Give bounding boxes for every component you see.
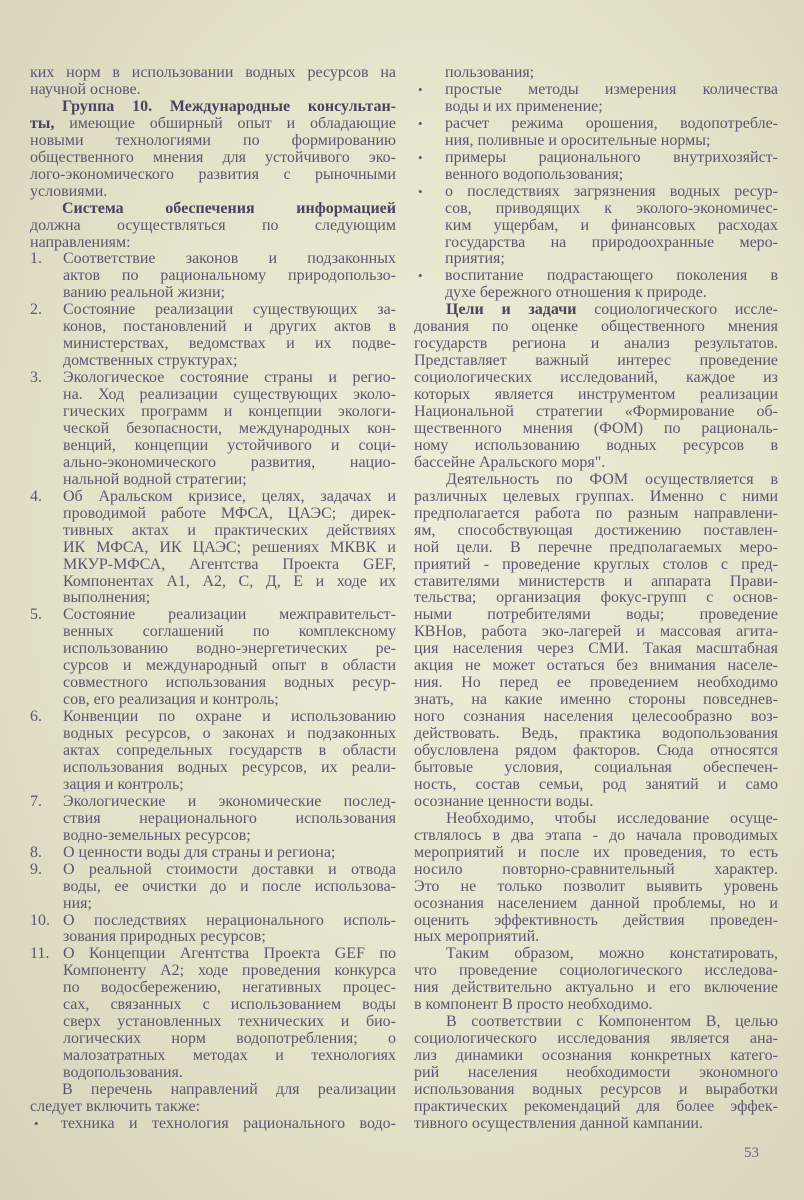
line-text: научной основе.	[30, 80, 141, 98]
text-line	[414, 217, 778, 234]
line-text: предполагается работа по разным направлени-	[414, 504, 778, 522]
line-text: использованию водно-энергетических ре-	[63, 640, 396, 658]
text-line	[30, 403, 396, 420]
text-line	[30, 200, 396, 217]
line-text: приятия;	[445, 250, 505, 268]
line-text: ИК МФСА, ИК ЦАЭС; решениях МКВК и	[63, 538, 396, 556]
text-line	[414, 132, 778, 149]
line-text: социологического исследования является ана-	[414, 1030, 778, 1048]
text-line	[30, 827, 396, 844]
text-line	[414, 878, 778, 895]
line-text: различных целевых группах. Именно с ними	[414, 487, 778, 505]
bullet-icon: •	[34, 1115, 39, 1131]
list-number: 4.	[30, 487, 42, 505]
text-line	[414, 589, 778, 606]
line-text: лого-экономического развития с рыночными	[30, 165, 396, 183]
line-text: выполнения;	[63, 589, 151, 607]
line-text: использования водных ресурсов и выработки	[414, 1081, 778, 1098]
list-number: 3.	[30, 369, 42, 387]
line-text: оценить эффективность действия проведен-	[414, 911, 778, 929]
line-text: о последствиях загрязнения водных ресур-	[445, 182, 778, 200]
text-line	[414, 335, 778, 352]
text-line	[414, 471, 778, 488]
line-text: обусловлена рядом факторов. Сюда относятся	[414, 742, 778, 759]
line-text: ного сознания населения целесообразно воз-	[414, 708, 778, 726]
line-text: бытовые условия, социальная обеспечен-	[414, 758, 778, 776]
text-line	[414, 420, 778, 437]
line-text: О ценности воды для страны и региона;	[63, 843, 336, 861]
list-number: 6.	[30, 708, 42, 726]
line-text: малозатратных методах и технологиях	[63, 1047, 396, 1065]
text-line	[30, 369, 396, 386]
line-text: гических программ и концепции экологи-	[63, 403, 396, 420]
line-text: на. Ход реализации существующих эколо-	[63, 386, 396, 404]
line-text: тивных актах и практических действиях	[63, 521, 396, 539]
line-text: Национальной стратегии «Формирование об-	[414, 403, 778, 420]
text-line	[30, 657, 396, 674]
line-text: Об Аральском кризисе, целях, задачах и	[63, 487, 396, 505]
line-text: водно-земельных ресурсов;	[63, 826, 251, 844]
line-text: домственных структурах;	[63, 352, 238, 370]
text-line	[30, 64, 396, 81]
line-text: щественного мнения (ФОМ) по рациональ-	[414, 419, 778, 437]
line-text: ставителями министерств и аппарата Прави-	[414, 572, 778, 590]
text-line	[30, 454, 396, 471]
text-line	[414, 556, 778, 573]
text-line	[414, 318, 778, 335]
text-line	[414, 352, 778, 369]
text-line	[414, 183, 778, 200]
line-text: мероприятий и после их проведения, то есть	[414, 843, 778, 861]
bullet-icon: •	[418, 81, 423, 97]
text-line	[30, 149, 396, 166]
line-text: ными потребителями воды; проведение	[414, 606, 778, 624]
text-line	[414, 454, 778, 471]
line-text: которых является инструментом реализации	[414, 386, 778, 404]
line-text: зация и контроль;	[63, 775, 184, 793]
text-line	[414, 573, 778, 590]
line-text: новыми технологиями по формированию	[30, 131, 396, 149]
text-line	[30, 420, 396, 437]
text-line	[30, 250, 396, 267]
line-text: пользования;	[445, 64, 535, 81]
line-text: Представляет важный интерес проведение	[414, 352, 778, 370]
line-text: венций, концепции устойчивого и соци-	[63, 436, 396, 454]
text-line	[414, 657, 778, 674]
text-line	[30, 928, 396, 945]
text-line	[414, 301, 778, 318]
text-line	[414, 1030, 778, 1047]
text-line	[30, 437, 396, 454]
text-line	[414, 725, 778, 742]
text-line	[414, 234, 778, 251]
line-text: МКУР-МФСА, Агентства Проекта GEF,	[63, 555, 396, 573]
line-text: осознание ценности воды.	[414, 792, 594, 810]
text-line	[30, 1013, 396, 1030]
line-text: приятий - проведение круглых столов с пред-	[414, 555, 778, 573]
text-line	[414, 369, 778, 386]
line-text: ных мероприятий.	[414, 928, 540, 946]
text-line	[30, 301, 396, 318]
line-text: совместного использования водных ресур-	[63, 674, 396, 692]
text-line	[414, 98, 778, 115]
line-text: Необходимо, чтобы исследование осуще-	[446, 809, 778, 827]
text-line	[414, 691, 778, 708]
line-text: Компоненту А2; ходе проведения конкурса	[63, 962, 396, 980]
line-text: Состояние реализации существующих за-	[63, 301, 396, 319]
text-line	[30, 1030, 396, 1047]
line-text: лиз динамики осознания конкретных катего-	[414, 1047, 778, 1065]
line-text: Это не только позволит выявить уровень	[414, 877, 778, 895]
line-text: носило повторно-сравнительный характер.	[414, 860, 778, 878]
text-line	[414, 81, 778, 98]
line-text: ному использованию водных ресурсов в	[414, 436, 778, 454]
text-line	[414, 895, 778, 912]
text-line	[414, 928, 778, 945]
line-text: О последствиях нерационального исполь-	[63, 911, 396, 929]
text-line	[30, 166, 396, 183]
text-line	[30, 606, 396, 623]
text-line	[414, 1013, 778, 1030]
line-text: ность, состав семьи, род занятий и само	[414, 775, 778, 793]
line-text: осознания населением данной проблемы, но и	[414, 894, 778, 912]
list-number: 11.	[30, 945, 50, 963]
text-line	[30, 895, 396, 912]
text-line	[30, 589, 396, 606]
bullet-icon: •	[418, 268, 423, 284]
text-line	[414, 708, 778, 725]
line-text: ствлялось в два этапа - до начала проводимых	[414, 826, 778, 844]
text-line	[30, 183, 396, 200]
text-line	[30, 386, 396, 403]
text-line	[30, 793, 396, 810]
text-line	[30, 1115, 396, 1132]
line-text: социологических исследований, каждое из	[414, 369, 778, 387]
line-text: В соответствии с Компонентом В, целью	[446, 1013, 778, 1031]
line-text: конов, постановлений и других актов в	[63, 318, 396, 336]
list-number: 7.	[30, 792, 42, 810]
text-line	[414, 200, 778, 217]
line-text: социологического иссле-	[576, 301, 778, 319]
text-line	[30, 556, 396, 573]
line-text: ально-экономического развития, нацио-	[63, 453, 396, 471]
bullet-icon: •	[418, 183, 423, 199]
text-line	[30, 318, 396, 335]
list-number: 1.	[30, 250, 42, 268]
text-line	[414, 488, 778, 505]
line-text: ких норм в использовании водных ресурсов на	[30, 64, 396, 81]
line-text: общественного мнения для устойчивого эко-	[30, 148, 396, 166]
line-text: министерствах, ведомствах и их подве-	[63, 335, 396, 353]
line-text: венного водопользования;	[445, 165, 624, 183]
text-line	[414, 793, 778, 810]
text-line	[30, 335, 396, 352]
list-number: 5.	[30, 606, 42, 624]
text-line	[30, 98, 396, 115]
list-number: 2.	[30, 301, 42, 319]
line-text: Конвенции по охране и использованию	[63, 708, 396, 726]
text-line	[414, 606, 778, 623]
line-text: примеры рационального внутрихозяйст-	[445, 148, 778, 166]
text-line	[30, 1064, 396, 1081]
line-text: зования природных ресурсов;	[63, 928, 266, 946]
text-line	[414, 115, 778, 132]
text-line	[414, 437, 778, 454]
text-line	[414, 284, 778, 301]
line-text: Экологическое состояние страны и регио-	[63, 369, 396, 387]
list-number: 8.	[30, 843, 42, 861]
text-line	[30, 573, 396, 590]
line-text: проводимой работе МФСА, ЦАЭС; дирек-	[63, 504, 396, 522]
text-line	[30, 640, 396, 657]
text-line	[414, 844, 778, 861]
line-text: условиями.	[30, 182, 108, 200]
line-text: использования водных ресурсов, их реали-	[63, 758, 396, 776]
line-text: в компонент В просто необходимо.	[414, 996, 653, 1014]
line-text: практических рекомендаций для более эффек-	[414, 1097, 778, 1115]
text-line	[30, 759, 396, 776]
text-line	[30, 488, 396, 505]
line-text: рий населения необходимости экономного	[414, 1064, 778, 1082]
text-line	[30, 742, 396, 759]
line-text: сурсов и международный опыт в области	[63, 657, 396, 675]
bullet-icon: •	[418, 149, 423, 165]
line-text: О реальной стоимости доставки и отвода	[63, 860, 396, 878]
line-text: государств региона и анализ результатов.	[414, 335, 778, 353]
line-text: бассейне Аральского моря".	[414, 453, 606, 471]
text-line	[414, 979, 778, 996]
text-line	[414, 640, 778, 657]
text-line	[30, 115, 396, 132]
text-line	[414, 1098, 778, 1115]
text-line	[414, 539, 778, 556]
text-line	[414, 776, 778, 793]
line-text: сах, связанных с использованием воды	[63, 996, 396, 1014]
line-text: водопользования.	[63, 1064, 183, 1082]
line-text: государства на природоохранные меро-	[445, 233, 778, 251]
text-line	[30, 776, 396, 793]
line-text: О Концепции Агентства Проекта GEF по	[63, 945, 396, 963]
text-line	[30, 912, 396, 929]
line-text: сов, его реализация и контроль;	[63, 691, 279, 709]
line-text: сов, приводящих к эколого-экономичес-	[445, 199, 778, 217]
text-line	[414, 386, 778, 403]
line-text: актах сопредельных государств в области	[63, 742, 396, 759]
bold-heading: Система обеспечения информацией	[62, 199, 396, 217]
line-text: ванию реальной жизни;	[63, 284, 225, 302]
line-text: должна осуществляться по следующим	[30, 216, 396, 234]
text-line	[414, 810, 778, 827]
text-line	[30, 623, 396, 640]
text-line	[30, 352, 396, 369]
text-line	[30, 674, 396, 691]
line-text: Таким образом, можно констатировать,	[446, 945, 778, 963]
line-text: что проведение социологического исследова-	[414, 962, 778, 980]
line-text: знать, на какие именно стороны повседнев-	[414, 691, 778, 709]
text-line	[30, 962, 396, 979]
line-text: тивного осуществления данной кампании.	[414, 1114, 703, 1132]
text-line	[414, 861, 778, 878]
text-line	[414, 522, 778, 539]
text-line	[414, 1047, 778, 1064]
text-line	[30, 284, 396, 301]
line-text: ния, поливные и оросительные нормы;	[445, 131, 711, 149]
text-line	[414, 759, 778, 776]
text-line	[30, 267, 396, 284]
line-text: В перечень направлений для реализации	[62, 1081, 396, 1098]
line-text: Состояние реализации межправительст-	[63, 606, 396, 624]
text-line	[30, 810, 396, 827]
text-line	[30, 132, 396, 149]
text-line	[30, 878, 396, 895]
text-line	[30, 505, 396, 522]
line-text: логических норм водопотребления; о	[63, 1030, 396, 1048]
line-text: тельства; организация фокус-групп с основ-	[414, 589, 778, 607]
line-text: КВНов, работа эко-лагерей и массовая агита-	[414, 623, 778, 641]
line-text: ствия нерационального использования	[63, 809, 396, 827]
line-text: ям, способствующая достижению поставлен-	[414, 521, 778, 539]
text-line	[30, 217, 396, 234]
text-line	[414, 505, 778, 522]
line-text: ния. Но перед ее проведением необходимо	[414, 674, 778, 692]
line-text: Компонентах А1, А2, С, Д, Е и ходе их	[63, 572, 396, 590]
text-line	[414, 149, 778, 166]
text-line	[30, 1047, 396, 1064]
line-text: техника и технология рационального водо-	[61, 1114, 396, 1132]
text-line	[414, 1064, 778, 1081]
line-text: ким ущербам, и финансовых расходах	[445, 216, 778, 234]
text-line	[414, 623, 778, 640]
line-text: акция не может остаться без внимания населе-	[414, 657, 778, 675]
line-text: венных соглашений по комплексному	[63, 623, 396, 641]
text-line	[414, 1115, 778, 1132]
text-line	[30, 844, 396, 861]
text-line	[414, 962, 778, 979]
line-text: направлениям:	[30, 233, 131, 251]
list-number: 9.	[30, 860, 42, 878]
line-text: ния действительно актуально и его включение	[414, 979, 778, 997]
line-text: ческой безопасности, международных кон-	[63, 419, 396, 437]
text-line	[414, 912, 778, 929]
line-text: духе бережного отношения к природе.	[445, 284, 707, 302]
bold-heading: Цели и задачи	[446, 301, 577, 319]
text-line	[30, 81, 396, 98]
line-text: ция населения через СМИ. Такая масштабная	[414, 640, 778, 658]
line-text: Экологические и экономические послед-	[63, 792, 396, 810]
text-line	[30, 471, 396, 488]
list-number: 10.	[30, 911, 50, 929]
line-text: ной цели. В перечне предполагаемых меро-	[414, 538, 778, 556]
line-text: воды и их применение;	[445, 97, 603, 115]
text-line	[30, 1081, 396, 1098]
line-text: нальной водной стратегии;	[63, 470, 247, 488]
text-line	[414, 267, 778, 284]
line-text: по водосбережению, негативных процес-	[63, 979, 396, 997]
page-number: 53	[744, 1145, 759, 1161]
text-line	[414, 945, 778, 962]
text-line	[414, 64, 778, 81]
line-text: воспитание подрастающего поколения в	[445, 267, 778, 285]
line-text: дования по оценке общественного мнения	[414, 318, 778, 336]
line-text: Деятельность по ФОМ осуществляется в	[446, 470, 778, 488]
line-text: расчет режима орошения, водопотребле-	[445, 114, 778, 132]
text-line	[30, 708, 396, 725]
line-text: воды, ее очистки до и после использова-	[63, 877, 396, 895]
bold-heading: Группа 10. Международные консультан-	[62, 97, 396, 115]
text-line	[30, 691, 396, 708]
text-line	[414, 674, 778, 691]
text-line	[414, 250, 778, 267]
text-line	[414, 403, 778, 420]
text-line	[30, 861, 396, 878]
line-text: ния;	[63, 894, 92, 912]
text-line	[30, 979, 396, 996]
line-text: простые методы измерения количества	[445, 80, 778, 98]
text-line	[30, 945, 396, 962]
bullet-icon: •	[418, 115, 423, 131]
bold-heading: ты,	[30, 114, 55, 132]
text-line	[414, 827, 778, 844]
text-line	[414, 996, 778, 1013]
text-line	[414, 742, 778, 759]
text-line	[414, 1081, 778, 1098]
line-text: имеющие обширный опыт и обладающие	[54, 114, 396, 132]
text-line	[30, 996, 396, 1013]
line-text: действовать. Ведь, практика водопользования	[414, 725, 778, 743]
line-text: следует включить также:	[30, 1097, 201, 1115]
line-text: сверх установленных технических и био-	[63, 1013, 396, 1031]
line-text: Соответствие законов и подзаконных	[63, 250, 396, 268]
text-line	[30, 539, 396, 556]
text-line	[30, 234, 396, 251]
text-line	[30, 725, 396, 742]
text-line	[414, 166, 778, 183]
line-text: актов по рациональному природопользо-	[63, 267, 396, 285]
text-line	[30, 1098, 396, 1115]
line-text: водных ресурсов, о законах и подзаконных	[63, 725, 396, 743]
text-line	[30, 522, 396, 539]
